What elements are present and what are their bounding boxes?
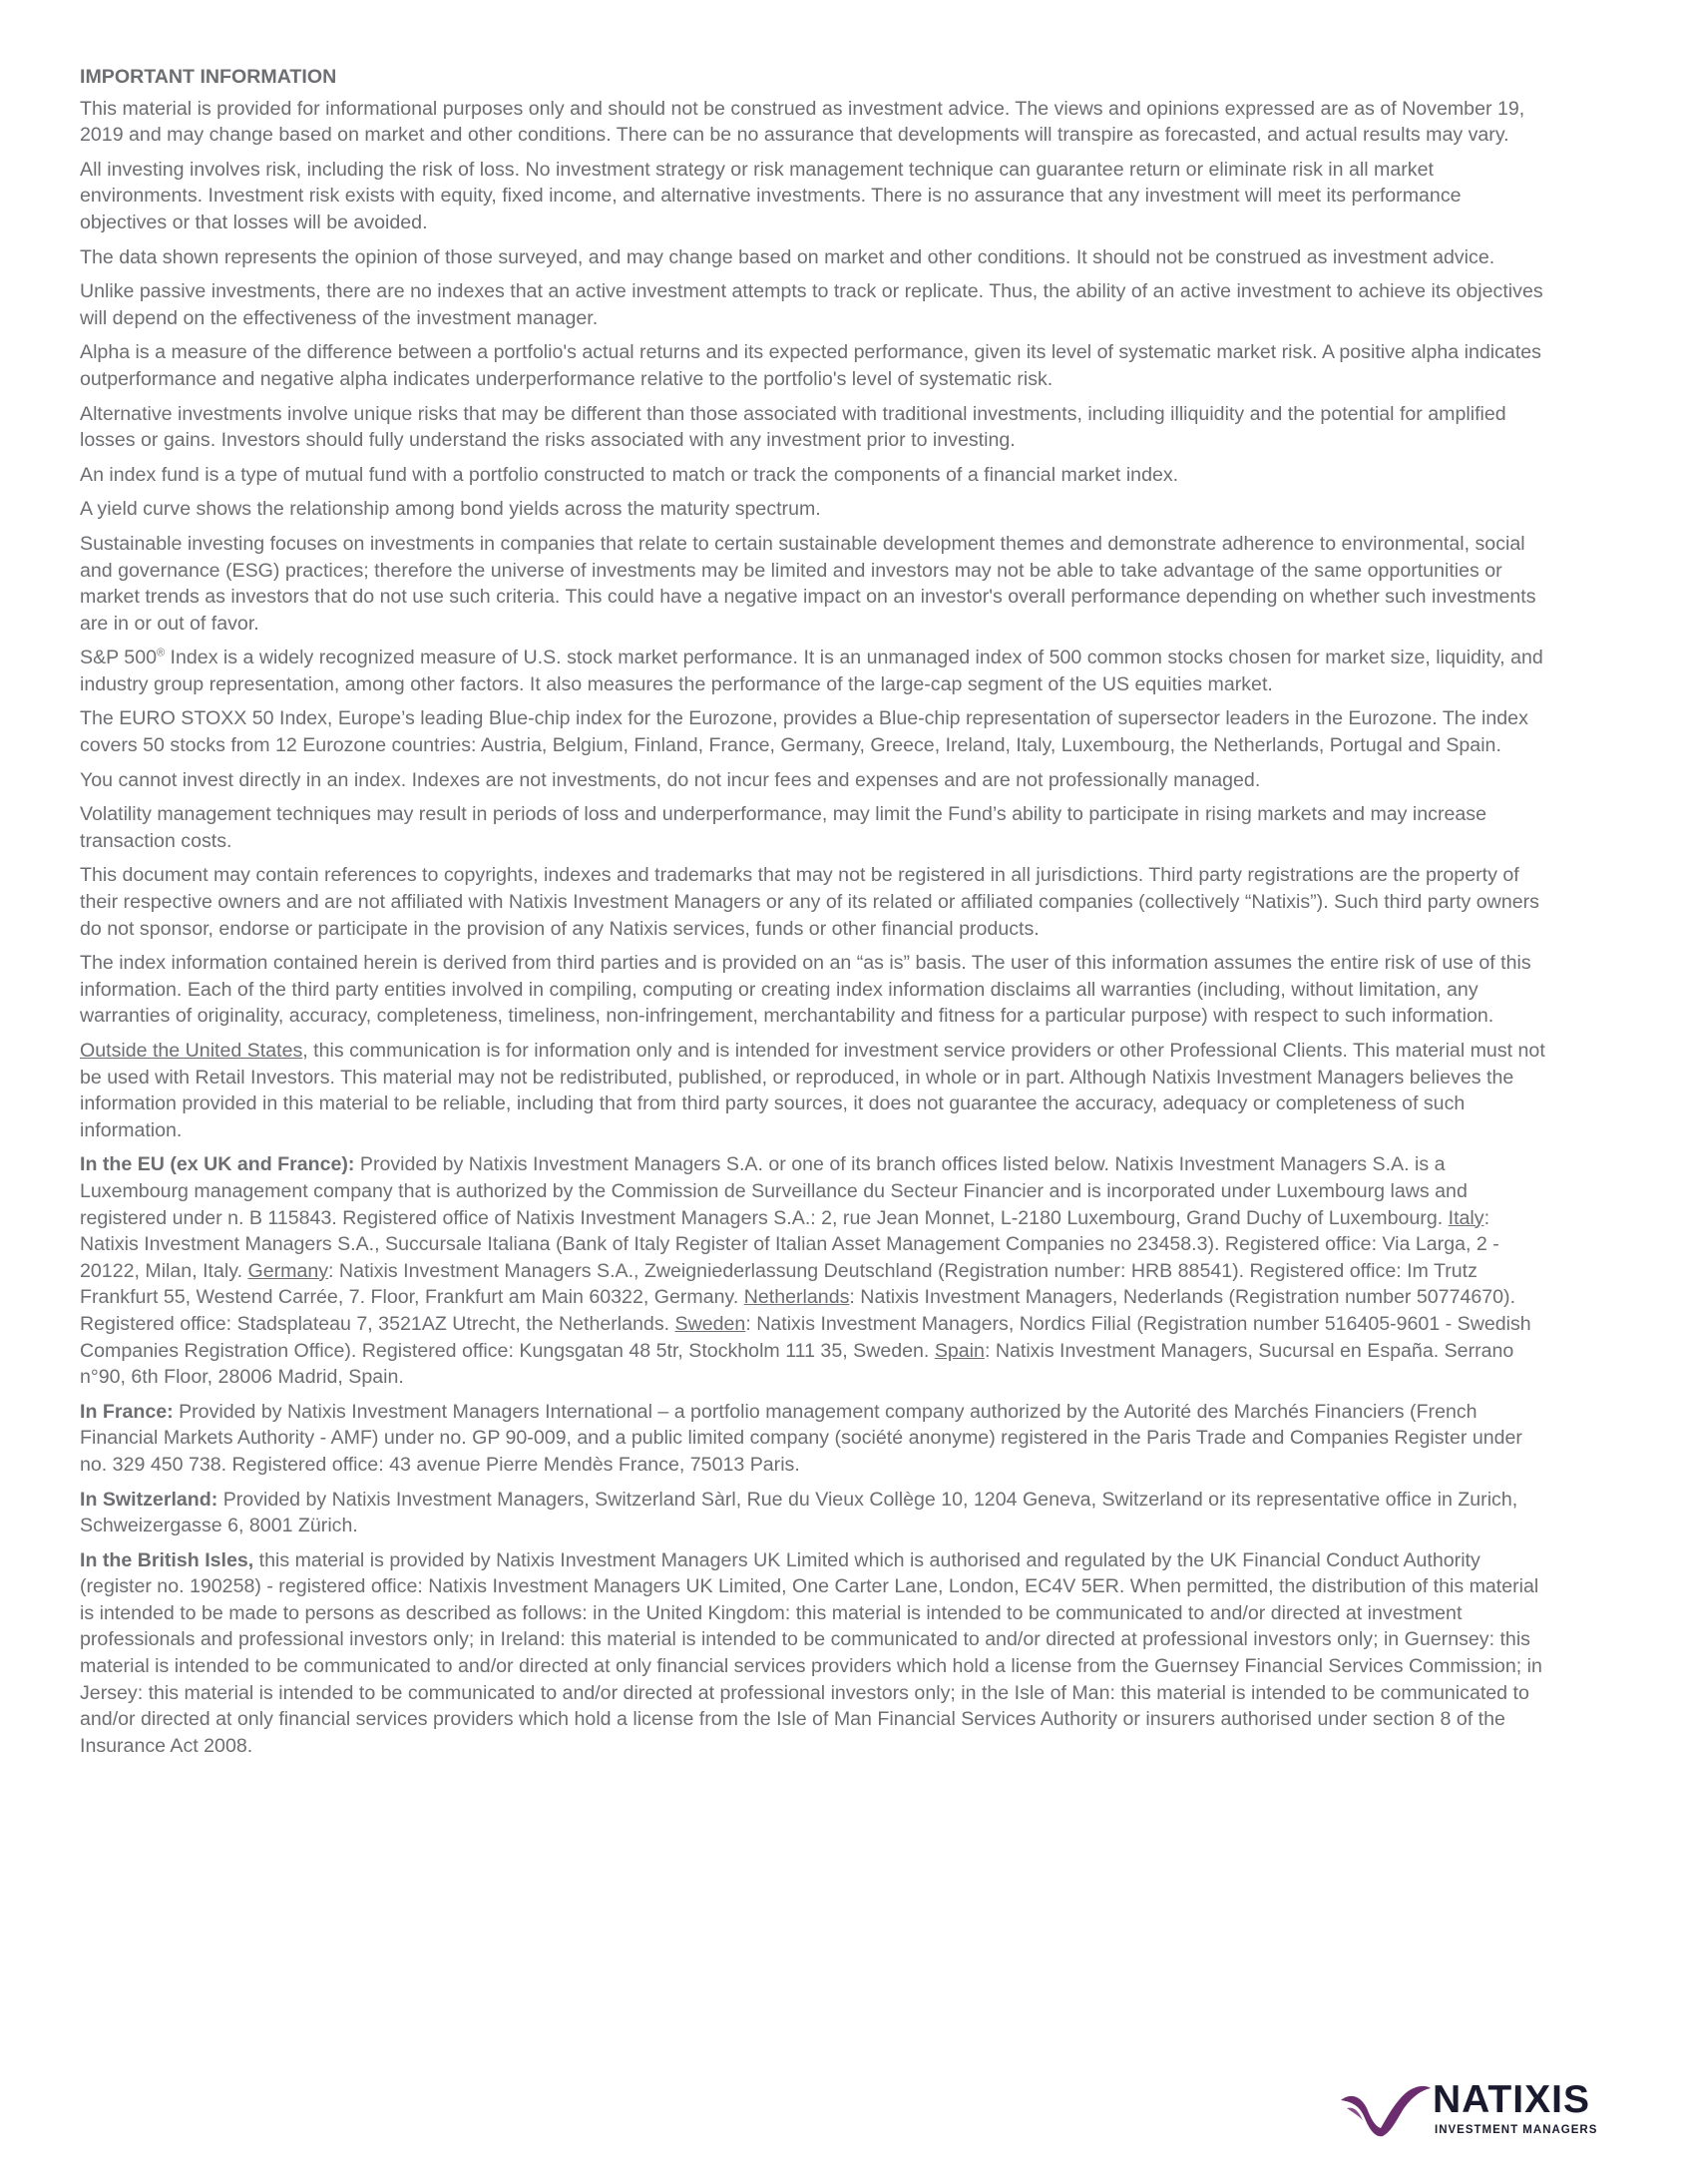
netherlands-label: Netherlands (743, 1286, 850, 1309)
natixis-logo (1337, 2078, 1636, 2140)
germany-label: Germany (247, 1259, 329, 1282)
paragraph: Volatility management techniques may result in periods of loss and underperformance, may limit the Fund’s ability to participate in rising markets and may increase transaction costs. (80, 803, 1486, 852)
eu-text: Provided by Natixis Investment Managers S.A. or one of its branch offices listed below. Natixis Investment Managers S.A. is a Luxembourg management company that is authorized by the Commission de Surveillance du Secteur Financier and is incorporated under Luxembourg laws and registered under n. B 115843. Registered office of Natixis Investment Managers S.A.: 2, rue Jean Monnet, L-2180 Luxembourg, Grand Duchy of Luxembourg. (80, 1153, 1468, 1229)
paragraph: You cannot invest directly in an index. Indexes are not investments, do not incur fees and expenses and are not professionally managed. (80, 768, 1261, 791)
british-isles-label: In the British Isles, (80, 1548, 254, 1571)
eu-text: : Natixis Investment Managers, Nordics Filial (Registration number 516405-9601 - Swedish Companies Registration Office). Registered office: Kungsgatan 48 5tr, Stockholm 111 35, Sweden. (80, 1312, 1531, 1362)
registered-mark: ® (157, 647, 166, 659)
eu-label: In the EU (ex UK and France): (80, 1153, 355, 1176)
paragraph: The EURO STOXX 50 Index, Europe’s leading Blue-chip index for the Eurozone, provides a Blue-chip representation of supersector leaders in the Eurozone. The index covers 50 stocks from 12 Eurozone countries: Austria, Belgium, Finland, France, Germany, Greece, Ireland, Italy, Luxembourg, the Netherlands, Portugal and Spain. (80, 707, 1528, 757)
paragraph: This document may contain references to copyrights, indexes and trademarks that may not be registered in all jurisdictions. Third party registrations are the property of their respective owners and are not affiliated with Natixis Investment Managers or any of its related or affiliated companies (collectively “Natixis”). Such third party owners do not sponsor, endorse or participate in the provision of any Natixis services, funds or other financial products. (80, 864, 1539, 940)
spain-label: Spain (934, 1339, 985, 1362)
outside-us-text: , this communication is for information only and is intended for investment service providers or other Professional Clients. This material must not be used with Retail Investors. This material may not be redistributed, published, or reproduced, in whole or in part. Although Natixis Investment Managers believes the information provided in this material to be reliable, including that from third party sources, it does not guarantee the accuracy, adequacy or completeness of such information. (80, 1040, 1545, 1141)
paragraph: All investing involves risk, including the risk of loss. No investment strategy or risk management technique can guarantee return or eliminate risk in all market environments. Investment risk exists with equity, fixed income, and alternative investments. There is no assurance that any investment will meet its performance objectives or that losses will be avoided. (80, 158, 1462, 233)
outside-us-paragraph (80, 1038, 1552, 1143)
paragraph: A yield curve shows the relationship among bond yields across the maturity spectrum. (80, 498, 821, 521)
paragraph: Unlike passive investments, there are no indexes that an active investment attempts to track or replicate. Thus, the ability of an active investment to achieve its objectives will depend on the effectiveness of the investment manager. (80, 280, 1543, 329)
paragraph: The index information contained herein is derived from third parties and is provided on an “as is” basis. The user of this information assumes the entire risk of use of this information. Each of the third party entities involved in compiling, computing or creating index information disclaims all warranties (including, without limitation, any warranties of originality, accuracy, completeness, timeliness, non-infringement, merchantability and fitness for a particular purpose) with respect to such information. (80, 952, 1531, 1028)
paragraph: Alternative investments involve unique risks that may be different than those associated with traditional investments, including illiquidity and the potential for amplified losses or gains. Investors should fully understand the risks associated with any investment prior to investing. (80, 402, 1506, 452)
logo-tagline: INVESTMENT MANAGERS (1435, 2124, 1598, 2136)
france-text: Provided by Natixis Investment Managers International – a portfolio management company authorized by the Autorité des Marchés Financiers (French Financial Markets Authority - AMF) under no. GP 90-009, and a public limited company (société anonyme) registered in the Paris Trade and Companies Register under no. 329 450 738. Registered office: 43 avenue Pierre Mendès France, 75013 Paris. (80, 1400, 1522, 1476)
british-isles-paragraph (80, 1547, 1552, 1760)
sweden-label: Sweden (674, 1312, 746, 1335)
eu-text: : Natixis Investment Managers, Sucursal en España. Serrano n°90, 6th Floor, 28006 Madrid, Spain. (80, 1339, 1514, 1389)
sp500-paragraph (80, 645, 1552, 697)
sp500-lead: S&P 500 (80, 647, 157, 669)
paragraph: Sustainable investing focuses on investments in companies that relate to certain sustainable development themes and demonstrate adherence to environmental, social and governance (ESG) practices; therefore the universe of investments may be limited and investors may not be able to take advantage of the same opportunities or market trends as investors that do not use such criteria. This could have a negative impact on an investor's overall performance depending on whether such investments are in or out of favor. (80, 532, 1536, 635)
paragraph: This material is provided for informational purposes only and should not be construed as investment advice. The views and opinions expressed are as of November 19, 2019 and may change based on market and other conditions. There can be no assurance that developments will transpire as forecasted, and actual results may vary. (80, 97, 1525, 147)
france-paragraph (80, 1399, 1552, 1479)
switzerland-paragraph (80, 1487, 1552, 1539)
eu-text: : Natixis Investment Managers S.A., Succursale Italiana (Bank of Italy Register of Italian Asset Management Companies no 23458.3). Registered office: Via Larga, 2 - 20122, Milan, Italy. (80, 1206, 1499, 1282)
eu-text: : Natixis Investment Managers S.A., Zweigniederlassung Deutschland (Registration number: HRB 88541). Registered office: Im Trutz Frankfurt 55, Westend Carrée, 7. Floor, Frankfurt am Main 60322, Germany. (80, 1259, 1477, 1309)
sp500-text: Index is a widely recognized measure of U.S. stock market performance. It is an unmanaged index of 500 common stocks chosen for market size, liquidity, and industry group representation, among other factors. It also measures the performance of the large-cap segment of the US equities market. (80, 647, 1543, 695)
eu-text: : Natixis Investment Managers, Nederlands (Registration number 50774670). Registered office: Stadsplateau 7, 3521AZ Utrecht, the Netherlands. (80, 1286, 1516, 1335)
eu-paragraph (80, 1151, 1552, 1390)
disclosure-page (80, 64, 1552, 1767)
italy-label: Italy (1448, 1206, 1484, 1229)
logo-wordmark: NATIXIS (1433, 2078, 1590, 2121)
paragraph: An index fund is a type of mutual fund with a portfolio constructed to match or track the components of a financial market index. (80, 463, 1179, 486)
british-isles-text: this material is provided by Natixis Investment Managers UK Limited which is authorised and regulated by the UK Financial Conduct Authority (register no. 190258) - registered office: Natixis Investment Managers UK Limited, One Carter Lane, London, EC4V 5ER. When permitted, the distribution of this material is intended to be made to persons as described as follows: in the United Kingdom: this material is intended to be communicated to and/or directed at investment professionals and professional investors only; in Ireland: this material is intended to be communicated to and/or directed at professional investors only; in Guernsey: this material is intended to be communicated to and/or directed at only financial services providers which hold a license from the Guernsey Financial Services Commission; in Jersey: this material is intended to be communicated to and/or directed at professional investors only; in the Isle of Man: this material is intended to be communicated to and/or directed at only financial services providers which hold a license from the Isle of Man Financial Services Authority or insurers authorised under section 8 of the Insurance Act 2008. (80, 1548, 1542, 1757)
natixis-swoosh-icon (1337, 2078, 1433, 2140)
outside-us-label: Outside the United States (80, 1040, 303, 1062)
paragraph: The data shown represents the opinion of those surveyed, and may change based on market and other conditions. It should not be construed as investment advice. (80, 245, 1495, 268)
paragraph: Alpha is a measure of the difference between a portfolio's actual returns and its expected performance, given its level of systematic market risk. A positive alpha indicates outperformance and negative alpha indicates underperformance relative to the portfolio's level of systematic risk. (80, 341, 1541, 390)
page-title: IMPORTANT INFORMATION (80, 66, 337, 88)
switzerland-text: Provided by Natixis Investment Managers, Switzerland Sàrl, Rue du Vieux Collège 10, 1204 Geneva, Switzerland or its representative office in Zurich, Schweizergasse 6, 8001 Zürich. (80, 1488, 1518, 1537)
france-label: In France: (80, 1400, 174, 1423)
switzerland-label: In Switzerland: (80, 1488, 218, 1511)
